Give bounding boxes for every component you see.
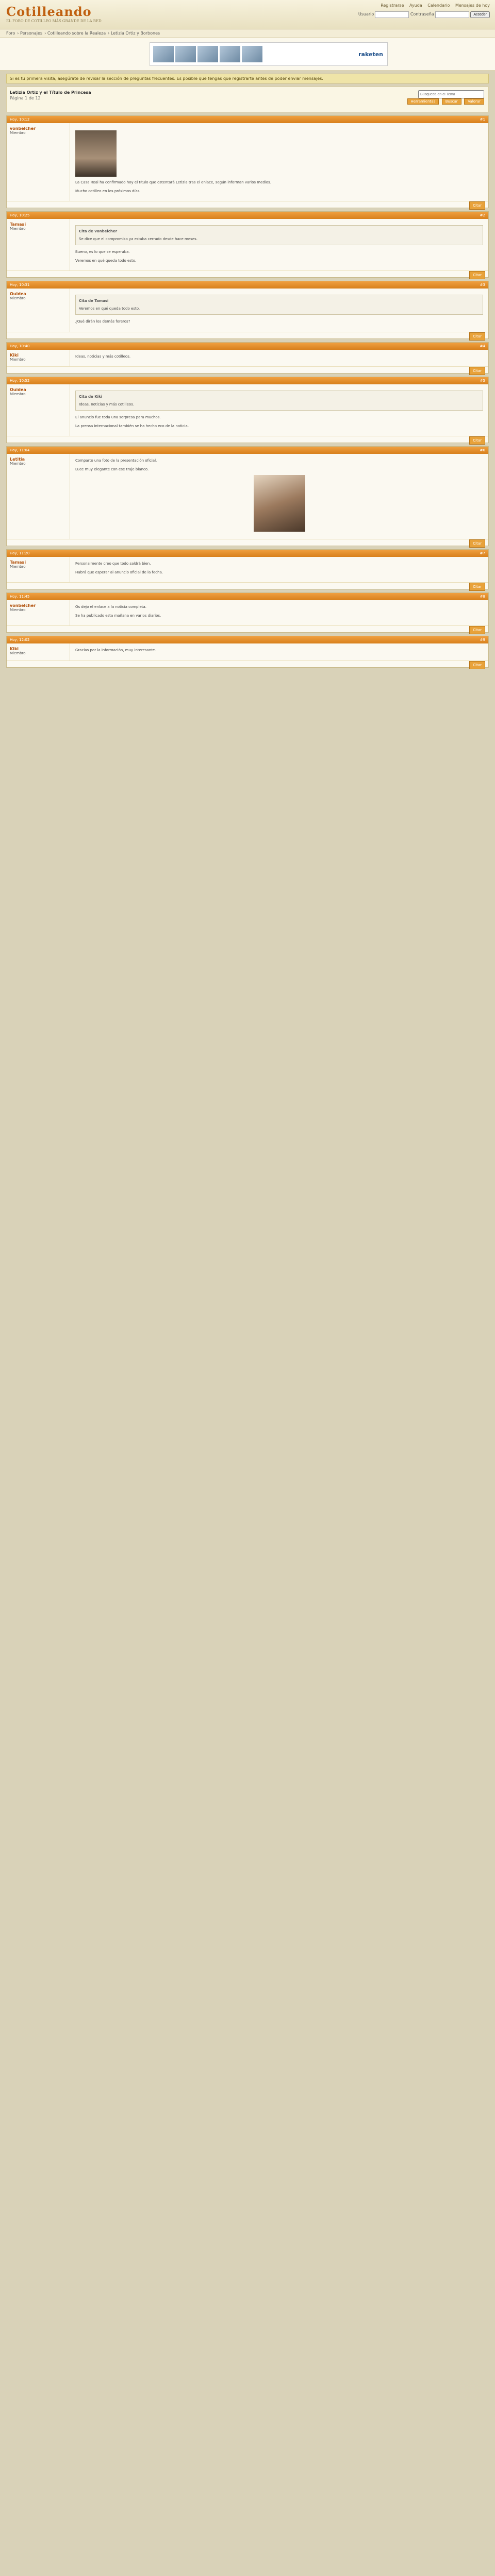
toplink-calendar[interactable]: Calendario — [427, 3, 450, 8]
post-number[interactable]: #2 — [480, 213, 485, 217]
post-number[interactable]: #8 — [480, 595, 485, 599]
post-content — [70, 384, 488, 436]
post-user-role: Miembro — [10, 392, 26, 396]
post-paragraph: La Casa Real ha confirmado hoy el título que ostentará Letizia tras el enlace, según informan varios medios. — [75, 180, 271, 184]
forum-post — [6, 115, 489, 208]
search-button[interactable]: Buscar — [442, 98, 461, 105]
post-header — [7, 447, 488, 454]
post-user-info — [7, 289, 70, 332]
banner-brand: raketen — [358, 50, 383, 58]
post-paragraph: El anuncio fue toda una sorpresa para muchos. — [75, 415, 161, 419]
banner-thumbs — [153, 46, 262, 62]
post-paragraph: ¿Qué dirán los demás foreros? — [75, 319, 130, 324]
post-paragraph: Mucho cotilleo en los próximos días. — [75, 189, 141, 193]
breadcrumb: Foro › Personajes › Cotilleando sobre la Realeza › Letizia Ortiz y Borbones — [0, 29, 495, 38]
welcome-notice: Si es tu primera visita, asegúrate de revisar la sección de preguntas frecuentes. Es posible que tengas que registrarte antes de poder enviar mensajes. — [6, 74, 489, 83]
quote-button[interactable]: Citar — [469, 201, 485, 210]
post-photo[interactable] — [75, 130, 117, 177]
post-content — [70, 289, 488, 332]
site-logo[interactable]: Cotilleando EL FORO DE COTILLEO MÁS GRANDE DE LA RED — [6, 4, 102, 23]
thread-bar — [6, 87, 489, 112]
forum-post — [6, 636, 489, 668]
post-user-info — [7, 557, 70, 582]
post-date: Hoy, 10:12 — [10, 117, 30, 122]
post-footer — [7, 332, 488, 338]
username-input[interactable] — [375, 11, 409, 18]
forum-post — [6, 281, 489, 339]
post-username[interactable]: vonbelcher — [10, 603, 36, 608]
post-username[interactable]: Tamasi — [10, 560, 26, 565]
rate-button[interactable]: Valorar — [464, 98, 484, 105]
post-content — [70, 600, 488, 625]
post-username[interactable]: Kiki — [10, 352, 19, 358]
post-footer — [7, 625, 488, 632]
post-paragraph: Comparto una foto de la presentación oficial. — [75, 459, 157, 463]
post-username[interactable]: Ouidea — [10, 387, 26, 392]
quote-text: Ideas, noticias y más cotilleos. — [79, 402, 135, 406]
quote-button[interactable]: Citar — [469, 436, 485, 445]
pass-label: Contraseña — [410, 12, 434, 16]
toplink-today[interactable]: Mensajes de hoy — [455, 3, 490, 8]
post-number[interactable]: #5 — [480, 379, 485, 383]
post-header — [7, 593, 488, 600]
user-label: Usuario — [358, 12, 374, 16]
quote-header: Cita de Tamasi — [79, 299, 109, 303]
post-username[interactable]: vonbelcher — [10, 126, 36, 131]
post-content — [70, 454, 488, 539]
thread-search-input[interactable] — [418, 90, 484, 98]
post-user-info — [7, 384, 70, 436]
post-paragraph: Os dejo el enlace a la noticia completa. — [75, 605, 147, 609]
thread-tools — [406, 98, 485, 105]
post-number[interactable]: #6 — [480, 448, 485, 452]
post-user-info — [7, 454, 70, 539]
post-user-role: Miembro — [10, 296, 26, 300]
forum-post — [6, 592, 489, 633]
login-box — [358, 11, 490, 18]
post-header — [7, 636, 488, 643]
thread-subtitle: Página 1 de 12 — [10, 96, 41, 100]
quote-text: Veremos en qué queda todo esto. — [79, 306, 140, 311]
post-paragraph: Gracias por la información, muy interesante. — [75, 648, 156, 652]
breadcrumb-item[interactable]: Personajes — [20, 31, 43, 36]
quote-header: Cita de Kiki — [79, 395, 103, 399]
post-header — [7, 550, 488, 557]
thread-search — [418, 90, 484, 98]
post-header — [7, 343, 488, 350]
forum-post — [6, 446, 489, 546]
post-paragraph: Luce muy elegante con ese traje blanco. — [75, 467, 149, 471]
post-date: Hoy, 10:25 — [10, 213, 30, 217]
post-header — [7, 281, 488, 289]
post-footer — [7, 270, 488, 277]
post-user-role: Miembro — [10, 608, 26, 612]
post-list — [0, 115, 495, 668]
post-user-role: Miembro — [10, 131, 26, 135]
post-date: Hoy, 11:20 — [10, 551, 30, 555]
post-date: Hoy, 12:02 — [10, 638, 30, 642]
site-header — [0, 0, 495, 29]
post-content — [70, 643, 488, 660]
quote-header: Cita de vonbelcher — [79, 229, 118, 233]
post-footer — [7, 582, 488, 589]
thread-title: Letizia Ortiz y el Título de Princesa — [10, 90, 91, 95]
post-user-info — [7, 643, 70, 660]
banner-row — [0, 38, 495, 71]
post-footer — [7, 201, 488, 208]
post-header — [7, 116, 488, 123]
top-links — [376, 3, 490, 8]
post-user-info — [7, 600, 70, 625]
post-paragraph: Ideas, noticias y más cotilleos. — [75, 354, 131, 359]
post-header — [7, 377, 488, 384]
forum-post — [6, 211, 489, 278]
post-quote — [75, 225, 483, 245]
post-user-role: Miembro — [10, 565, 26, 569]
post-photo[interactable] — [254, 475, 305, 532]
post-paragraph: Personalmente creo que todo saldrá bien. — [75, 562, 151, 566]
toplink-help[interactable]: Ayuda — [409, 3, 422, 8]
post-username[interactable]: Tamasi — [10, 222, 26, 227]
post-paragraph: Se ha publicado esta mañana en varios diarios. — [75, 613, 161, 618]
post-content — [70, 123, 488, 201]
post-quote — [75, 391, 483, 411]
quote-button[interactable]: Citar — [469, 367, 485, 375]
post-content — [70, 219, 488, 270]
post-user-info — [7, 219, 70, 270]
forum-post — [6, 377, 489, 443]
post-quote — [75, 295, 483, 315]
quote-button[interactable]: Citar — [469, 539, 485, 548]
post-date: Hoy, 11:45 — [10, 595, 30, 599]
post-paragraph: Habrá que esperar al anuncio oficial de la fecha. — [75, 570, 163, 574]
post-footer — [7, 366, 488, 373]
post-number[interactable]: #4 — [480, 344, 485, 348]
quote-button[interactable]: Citar — [469, 626, 485, 634]
post-footer — [7, 539, 488, 546]
post-user-role: Miembro — [10, 462, 26, 466]
post-number[interactable]: #1 — [480, 117, 485, 122]
breadcrumb-item[interactable]: Letizia Ortiz y Borbones — [110, 31, 160, 36]
post-footer — [7, 436, 488, 443]
post-user-role: Miembro — [10, 651, 26, 655]
post-footer — [7, 660, 488, 667]
post-date: Hoy, 10:40 — [10, 344, 30, 348]
quote-text: Se dice que el compromiso ya estaba cerrado desde hace meses. — [79, 236, 198, 241]
post-number[interactable]: #9 — [480, 638, 485, 642]
login-button[interactable]: Acceder — [470, 11, 490, 18]
post-user-info — [7, 123, 70, 201]
quote-button[interactable]: Citar — [469, 661, 485, 669]
post-user-info — [7, 350, 70, 367]
post-content — [70, 350, 488, 367]
quote-button[interactable]: Citar — [469, 583, 485, 591]
ad-banner[interactable] — [150, 42, 388, 66]
post-username[interactable]: Kiki — [10, 647, 19, 651]
post-user-role: Miembro — [10, 357, 26, 362]
post-number[interactable]: #3 — [480, 283, 485, 287]
quote-button[interactable]: Citar — [469, 332, 485, 341]
breadcrumb-item[interactable]: Cotilleando sobre la Realeza — [47, 31, 106, 36]
post-username[interactable]: Letitia — [10, 457, 25, 462]
post-paragraph: Veremos en qué queda todo esto. — [75, 258, 137, 263]
password-input[interactable] — [435, 11, 469, 18]
post-paragraph: La prensa internacional también se ha hecho eco de la noticia. — [75, 423, 189, 428]
post-date: Hoy, 10:52 — [10, 379, 30, 383]
post-username[interactable]: Ouidea — [10, 292, 26, 296]
post-user-role: Miembro — [10, 227, 26, 231]
post-paragraph: Bueno, es lo que se esperaba. — [75, 250, 130, 254]
post-header — [7, 212, 488, 219]
post-content — [70, 557, 488, 582]
post-number[interactable]: #7 — [480, 551, 485, 555]
forum-post — [6, 549, 489, 589]
post-date: Hoy, 10:31 — [10, 283, 30, 287]
post-date: Hoy, 11:04 — [10, 448, 30, 452]
toplink-register[interactable]: Registrarse — [381, 3, 404, 8]
forum-post — [6, 342, 489, 374]
quote-button[interactable]: Citar — [469, 271, 485, 279]
tools-button[interactable]: Herramientas — [407, 98, 439, 105]
breadcrumb-item[interactable]: Foro — [6, 31, 15, 36]
